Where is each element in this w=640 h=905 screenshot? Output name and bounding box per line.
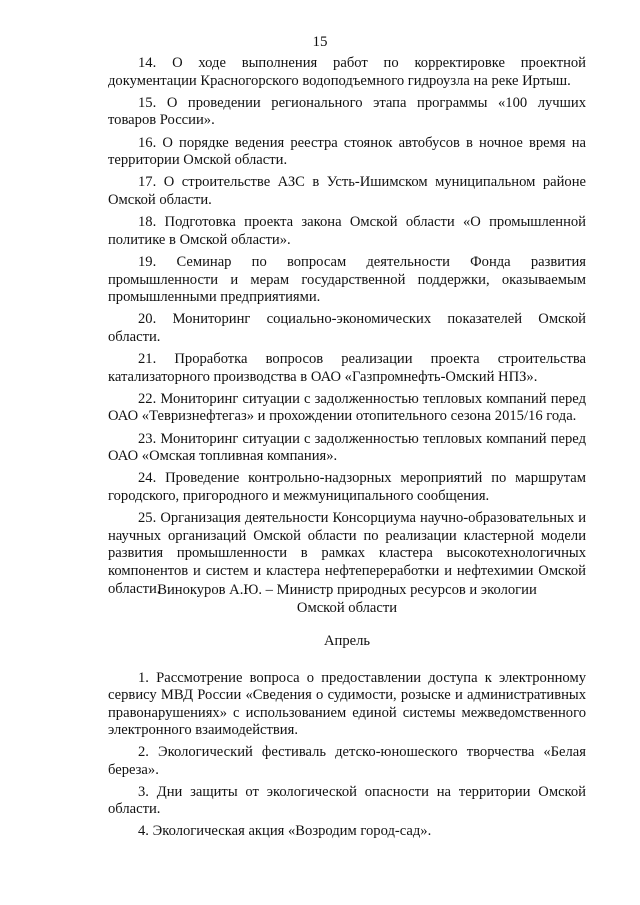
item-number: 20. <box>138 311 157 328</box>
list-item <box>108 311 586 346</box>
item-text: Проработка вопросов реализации проекта строительства катализаторного производства в ОАО «Газпромнефть-Омский НПЗ». <box>108 351 586 385</box>
item-number: 14. <box>138 55 157 71</box>
item-text: О проведении регионального этапа программы «100 лучших товаров России». <box>108 94 586 129</box>
item-number: 21. <box>138 351 157 368</box>
item-number: 19. <box>138 253 157 270</box>
item-text: Экологический фестиваль детско-юношеского творчества «Белая береза». <box>108 744 586 778</box>
list-item <box>108 95 586 130</box>
item-text: Дни защиты от экологической опасности на территории Омской области. <box>108 783 586 818</box>
item-text: Рассмотрение вопроса о предоставлении доступа к электронному сервису МВД России «Сведения о судимости, розыске и административных правонарушениях» с использованием единой системы межведомственного электронного взаимодействия. <box>108 670 586 739</box>
item-number: 17. <box>138 174 157 191</box>
item-text: Мониторинг ситуации с задолженностью тепловых компаний перед ОАО «Омская топливная компания». <box>108 430 587 465</box>
item-text: Экологическая акция «Возродим город-сад». <box>152 823 432 840</box>
item-number: 1. <box>138 670 149 686</box>
list-item <box>108 214 586 249</box>
item-text: Организация деятельности Консорциума научно-образовательных и научных организаций Омской области по реализации кластерной модели развития промышленности в рамках кластера высокотехнологичных компонентов и систем и кластера нефтепереработки и нефтехимии Омской области. <box>108 510 586 597</box>
responsible-person <box>108 581 586 617</box>
item-text: О строительстве АЗС в Усть-Ишимском муниципальном районе Омской области. <box>108 174 586 208</box>
item-text: Подготовка проекта закона Омской области «О промышленной политике в Омской области». <box>108 214 586 248</box>
page-number: 15 <box>312 34 328 50</box>
item-text: Мониторинг ситуации с задолженностью тепловых компаний перед ОАО «Тевризнефтегаз» и прохождении отопительного сезона 2015/16 года. <box>108 390 587 425</box>
item-list-april <box>108 670 586 845</box>
list-item <box>108 744 586 779</box>
list-item <box>108 174 586 209</box>
item-number: 24. <box>138 470 157 487</box>
item-number: 18. <box>138 214 157 231</box>
item-text: Проведение контрольно-надзорных мероприятий по маршрутам городского, пригородного и межмуниципального сообщения. <box>108 470 586 504</box>
item-number: 4. <box>138 823 149 840</box>
list-item <box>108 823 586 840</box>
month-heading: Апрель <box>323 633 371 649</box>
list-item <box>108 470 586 505</box>
list-item <box>108 55 586 90</box>
list-item <box>108 391 586 426</box>
item-number: 15. <box>138 94 157 111</box>
list-item <box>108 670 586 740</box>
item-text: Семинар по вопросам деятельности Фонда развития промышленности и мерам государственной поддержки, оказываемым промышленными предприятиями. <box>108 253 586 306</box>
list-item <box>108 431 586 466</box>
list-item <box>108 135 586 170</box>
item-text: О ходе выполнения работ по корректировке проектной документации Красногорского водоподъемного гидроузла на реке Иртыш. <box>108 55 586 89</box>
item-number: 2. <box>138 744 149 761</box>
item-number: 23. <box>138 430 157 447</box>
item-list-march <box>108 55 586 603</box>
list-item <box>108 784 586 819</box>
list-item <box>108 254 586 307</box>
item-number: 25. <box>138 510 157 527</box>
item-number: 3. <box>138 783 149 800</box>
item-text: Мониторинг социально-экономических показателей Омской области. <box>108 311 586 345</box>
item-text: О порядке ведения реестра стоянок автобусов в ночное время на территории Омской области. <box>108 134 586 169</box>
item-number: 16. <box>138 134 157 151</box>
list-item <box>108 351 586 386</box>
author-line-2: Омской области <box>296 600 398 616</box>
item-number: 22. <box>138 390 157 407</box>
author-line-1: Винокуров А.Ю. – Министр природных ресурсов и экологии <box>157 582 537 598</box>
